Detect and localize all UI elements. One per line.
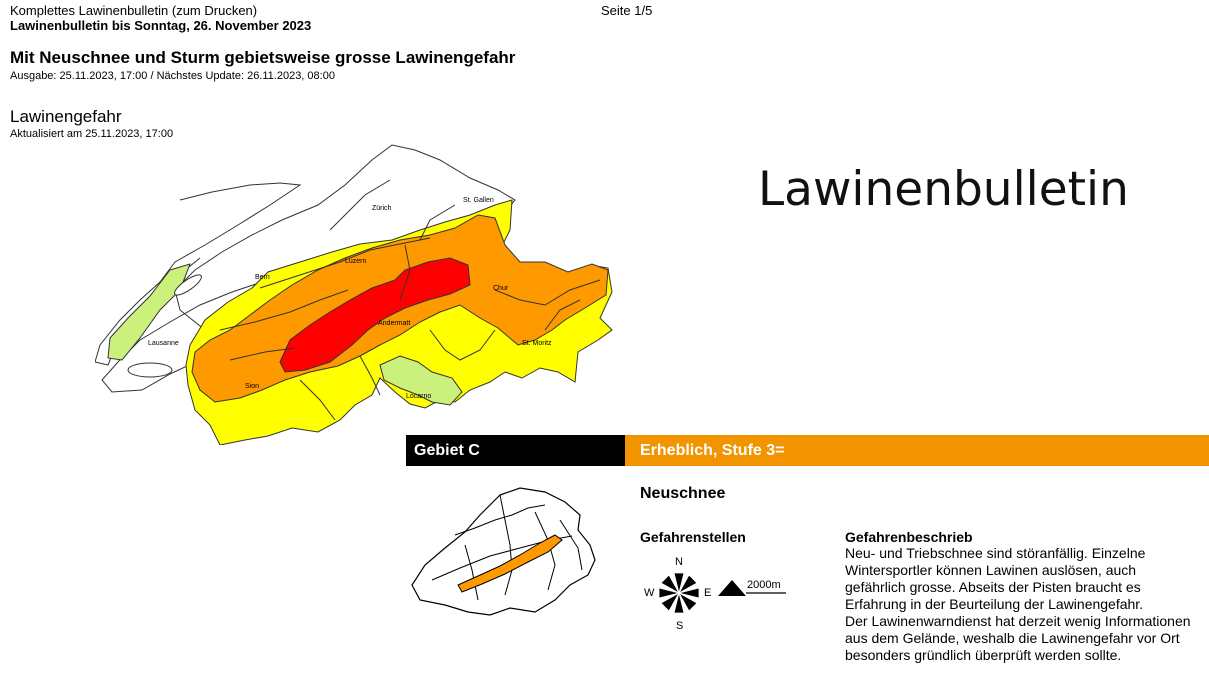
avalanche-problem-title: Neuschnee (640, 485, 726, 502)
city-chur: Chur (493, 285, 509, 292)
city-luzern: Luzern (345, 258, 367, 265)
city-andermatt: Andermatt (378, 320, 411, 327)
danger-level-label: Erheblich, Stufe 3= (625, 435, 1209, 466)
danger-map[interactable] (95, 140, 625, 445)
header-print-label: Komplettes Lawinenbulletin (zum Drucken) (10, 3, 258, 18)
page-number: Seite 1/5 (601, 3, 653, 18)
header-valid-until: Lawinenbulletin bis Sonntag, 26. November 2023 (10, 18, 312, 33)
danger-section-title: Lawinengefahr (10, 107, 122, 126)
compass-n-label: N (675, 556, 683, 568)
desc-line: gefährlich grosse. Abseits der Pisten braucht es (845, 579, 1141, 595)
bulletin-headline: Mit Neuschnee und Sturm gebietsweise grosse Lawinengefahr (10, 48, 516, 67)
desc-line: aus dem Gelände, weshalb die Lawinengefahr vor Ort (845, 630, 1180, 646)
compass-w-label: W (644, 587, 655, 599)
issue-info: Ausgabe: 25.11.2023, 17:00 / Nächstes Update: 26.11.2023, 08:00 (10, 70, 335, 82)
city-bern: Bern (255, 274, 270, 281)
danger-description-heading: Gefahrenbeschrieb (845, 529, 973, 545)
compass-s-label: S (676, 620, 684, 632)
lake-geneva (128, 363, 172, 377)
aspect-compass-icon (656, 570, 702, 616)
danger-description (845, 545, 1207, 664)
danger-section-updated: Aktualisiert am 25.11.2023, 17:00 (10, 128, 174, 140)
desc-line: Der Lawinenwarndienst hat derzeit wenig Informationen (845, 613, 1191, 629)
desc-line: besonders gründlich überprüft werden sollte. (845, 647, 1122, 663)
desc-line: Wintersportler können Lawinen auslösen, auch (845, 562, 1137, 578)
elevation-label: 2000m (747, 579, 781, 591)
city-st-moritz: St. Moritz (522, 340, 552, 347)
city-locarno: Locarno (406, 393, 432, 400)
region-map (405, 482, 625, 637)
city-zuerich: Zürich (372, 205, 392, 212)
compass-e-label: E (704, 587, 712, 599)
city-lausanne: Lausanne (148, 340, 179, 347)
city-sion: Sion (245, 383, 260, 390)
desc-line: Neu- und Triebschnee sind störanfällig. Einzelne (845, 545, 1146, 561)
city-st-gallen: St. Gallen (463, 197, 494, 204)
desc-line: Erfahrung in der Beurteilung der Lawinengefahr. (845, 596, 1144, 612)
overlay-title: Lawinenbulletin (758, 162, 1129, 217)
danger-spots-heading: Gefahrenstellen (640, 529, 746, 545)
region-label: Gebiet C (406, 435, 625, 466)
